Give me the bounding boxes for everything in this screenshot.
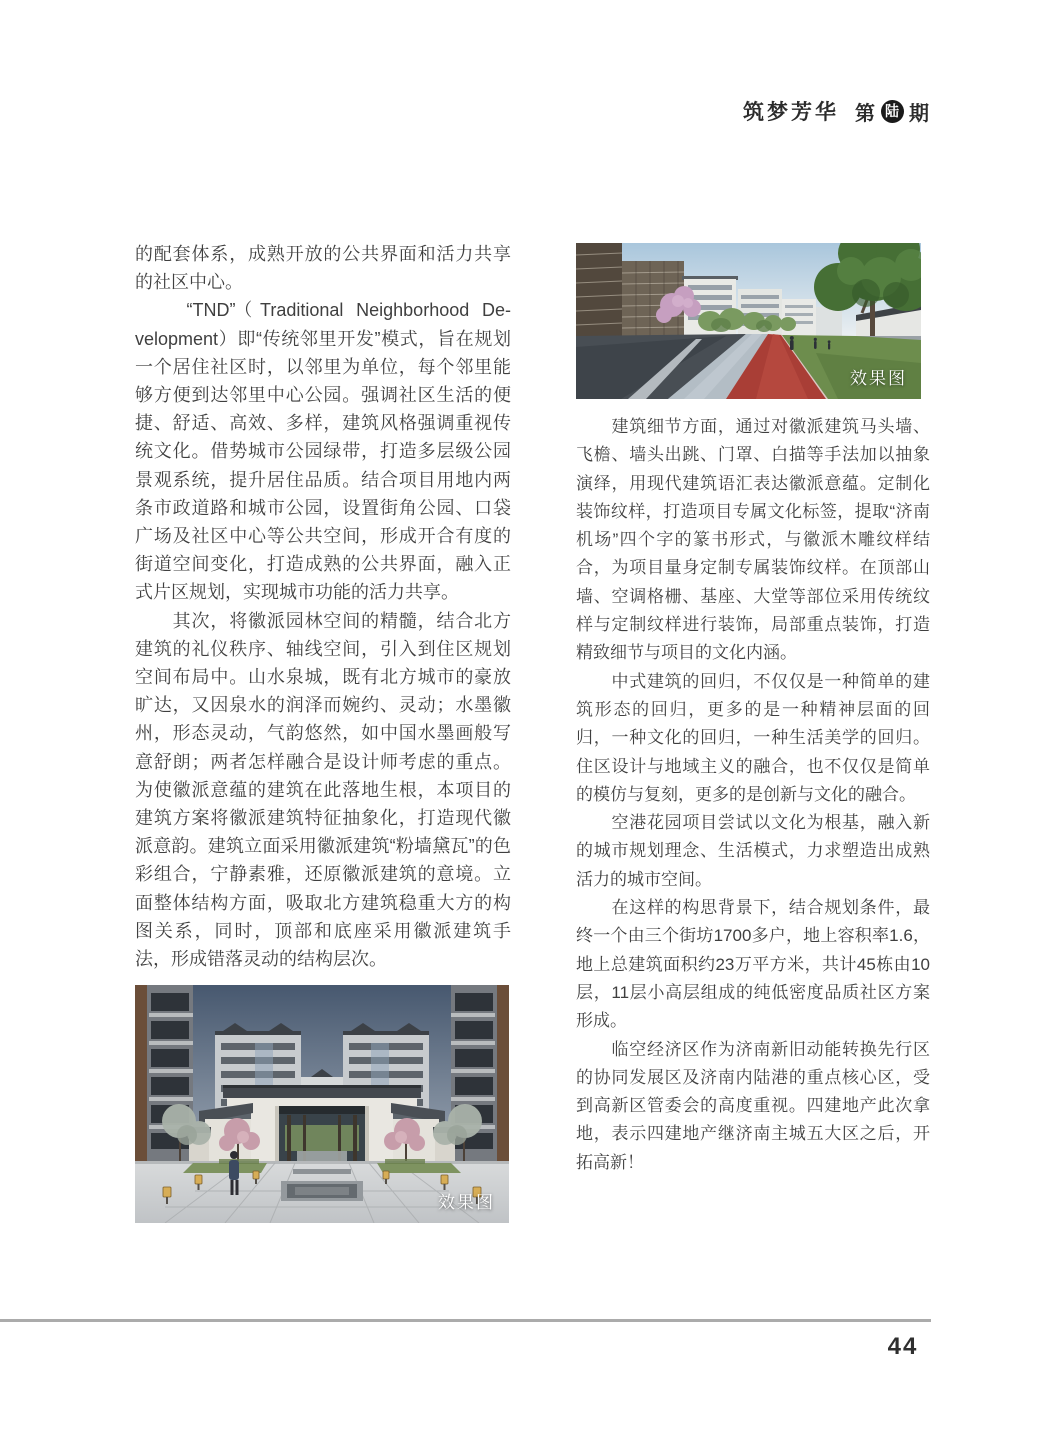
gate-rendering-figure xyxy=(135,985,509,1223)
street-figure-caption: 效果图 xyxy=(850,369,907,388)
street-rendering-figure xyxy=(576,243,921,399)
paragraph: 空港花园项目尝试以文化为根基，融入新的城市规划理念、生活模式，力求塑造出成熟活力的城市空间。 xyxy=(576,813,930,889)
left-text-column xyxy=(135,240,511,973)
gate-figure-caption: 效果图 xyxy=(438,1193,495,1212)
footer-divider xyxy=(0,1319,931,1322)
magazine-title: 筑梦芳华 xyxy=(743,101,839,124)
right-text-column xyxy=(576,413,930,1177)
paragraph: 的配套体系，成熟开放的公共界面和活力共享的社区中心。 xyxy=(135,244,511,293)
paragraph: 其次，将徽派园林空间的精髓，结合北方建筑的礼仪秩序、轴线空间，引入到住区规划空间布局中。山水泉城，既有北方城市的豪放旷达，又因泉水的润泽而婉约、灵动；水墨徽州，形态灵动，气韵悠然，如中国水墨画般写意舒朗；两者怎样融合是设计师考虑的重点。为使徽派意蕴的建筑在此落地生根，本项目的建筑方案将徽派建筑特征抽象化，打造现代徽派意韵。建筑立面采用徽派建筑“粉墙黛瓦”的色彩组合，宁静素雅，还原徽派建筑的意境。立面整体结构方面，吸取北方建筑稳重大方的构图关系，同时，顶部和底座采用徽派建筑手法，形成错落灵动的结构层次。 xyxy=(135,610,511,970)
issue-suffix: 期 xyxy=(909,102,930,125)
page-header xyxy=(743,96,930,126)
paragraph: 中式建筑的回归，不仅仅是一种简单的建筑形态的回归，更多的是一种精神层面的回归，一种文化的回归，一种生活美学的回归。住区设计与地域主义的融合，也不仅仅是简单的模仿与复刻，更多的是创新与文化的融合。 xyxy=(576,671,930,804)
page-number: 44 xyxy=(887,1333,919,1360)
issue-label xyxy=(855,97,930,126)
paragraph: 建筑细节方面，通过对徽派建筑马头墙、飞檐、墙头出跳、门罩、白描等手法加以抽象演绎，用现代建筑语汇表达徽派意蕴。定制化装饰纹样，打造项目专属文化标签，提取“济南机场”四个字的篆书形式，与徽派木雕纹样结合，为项目量身定制专属装饰纹样。在顶部山墙、空调格栅、基座、大堂等部位采用传统纹样与定制纹样进行装饰，局部重点装饰，打造精致细节与项目的文化内涵。 xyxy=(576,417,930,663)
paragraph: 临空经济区作为济南新旧动能转换先行区的协同发展区及济南内陆港的重点核心区，受到高新区管委会的高度重视。四建地产此次拿地，表示四建地产继济南主城五大区之后，开拓高新！ xyxy=(576,1039,930,1172)
paragraph: “TND”（Traditional Neighborhood De-velopment）即“传统邻里开发”模式，旨在规划一个居住社区时，以邻里为单位，每个邻里能够方便到达邻里中心公园。强调社区生活的便捷、舒适、高效、多样，建筑风格强调重视传统文化。借势城市公园绿带，打造多层级公园景观系统，提升居住品质。结合项目用地内两条市政道路和城市公园，设置街角公园、口袋广场及社区中心等公共空间，形成开合有度的街道空间变化，打造成熟的公共界面，融入正式片区规划，实现城市功能的活力共享。 xyxy=(135,300,511,603)
issue-prefix: 第 xyxy=(855,102,876,125)
paragraph: 在这样的构思背景下，结合规划条件，最终一个由三个街坊1700多户，地上容积率1.6，地上总建筑面积约23万平方米，共计45栋由10层，11层小高层组成的纯低密度品质社区方案形成。 xyxy=(576,898,930,1031)
issue-number-badge: 陆 xyxy=(881,100,904,123)
